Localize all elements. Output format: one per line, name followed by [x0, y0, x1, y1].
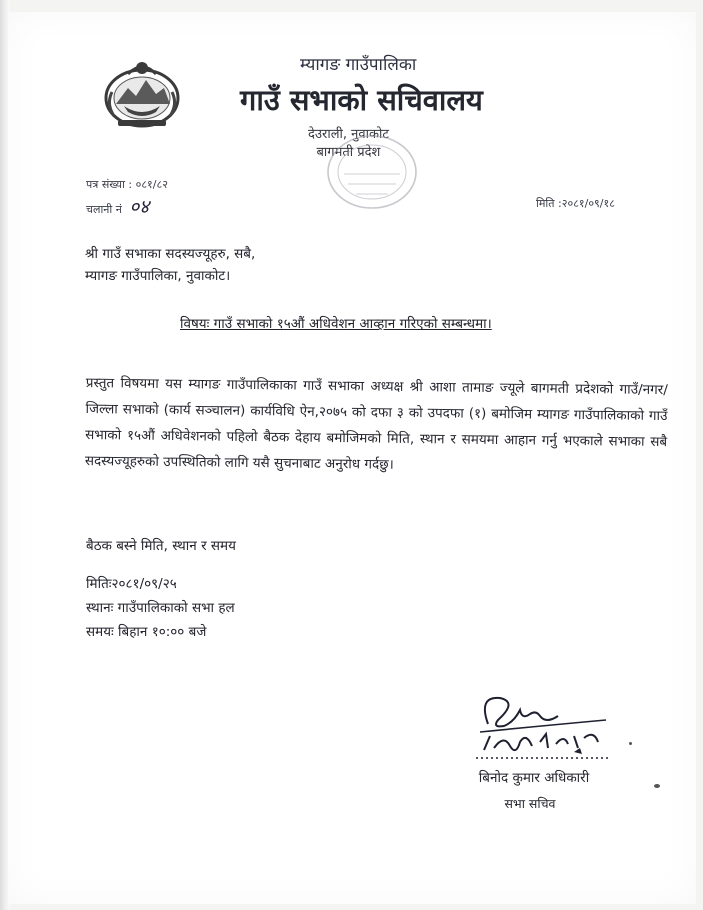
subject-line: विषयः गाउँ सभाको १५औं अधिवेशन आव्हान गरिएको सम्बन्धमा।: [180, 316, 492, 332]
signatory-title: सभा सचिव: [504, 796, 556, 811]
recipient-line-2: म्यागङ गाउँपालिका, नुवाकोट।: [85, 268, 231, 285]
meeting-venue: स्थानः गाउँपालिकाको सभा हल: [86, 600, 235, 616]
meeting-date: मितिः२०८१/०९/२५: [86, 576, 177, 592]
letter-body: प्रस्तुत विषयमा यस म्यागङ गाउँपालिकाका गाउँ सभाका अध्यक्ष श्री आशा तामाङ ज्यूले बागमती प्रदेशको गाउँ/नगर/जिल्ला सभाको (कार्य सञ्चालन) कार्यविधि ऐन,२०७५ को दफा ३ को उपदफा (१) बमोजिम म्यागङ गाउँपालिकाको गाउँ सभाको १५औं अधिवेशनको पहिलो बैठक देहाय बमोजिमको मिति, स्थान र समयमा आहान गर्नु भएकाले सभाका सबै सदस्यज्यूहरुको उपस्थितिको लागि यसै सुचनाबाट अनुरोध गर्दछु।: [84, 374, 668, 473]
meeting-time: समयः बिहान १०:०० बजे: [86, 624, 207, 640]
address-line-1: देउराली, नुवाकोट: [308, 127, 389, 142]
office-title: गाउँ सभाको सचिवालय: [240, 83, 483, 117]
handwritten-signature: [470, 686, 620, 766]
nepal-government-emblem-icon: [98, 54, 186, 130]
recipient-block: [85, 243, 255, 288]
scan-speck: [654, 784, 660, 788]
municipality-name: म्यागङ गाउँपालिका: [300, 55, 417, 75]
letter-number: पत्र संख्या : ०८१/८२: [86, 178, 168, 191]
recipient-line-1: श्री गाउँ सभाका सदस्यज्यूहरु, सबै,: [85, 246, 256, 262]
letter-date: मिति :२०८१/०९/१८: [536, 197, 615, 210]
address-line-2: बागमती प्रदेश: [316, 144, 381, 160]
meeting-heading: बैठक बस्ने मिति, स्थान र समय: [86, 538, 236, 554]
dispatch-label: चलानी नं: [86, 203, 122, 217]
signatory-name: बिनोद कुमार अधिकारी: [478, 770, 590, 786]
dispatch-number: ०४: [129, 196, 150, 219]
scan-speck: [629, 742, 632, 745]
reference-block: [86, 176, 168, 222]
office-seal-stamp: [322, 130, 422, 214]
meeting-details: [86, 534, 236, 644]
dispatch-line: [86, 193, 168, 222]
